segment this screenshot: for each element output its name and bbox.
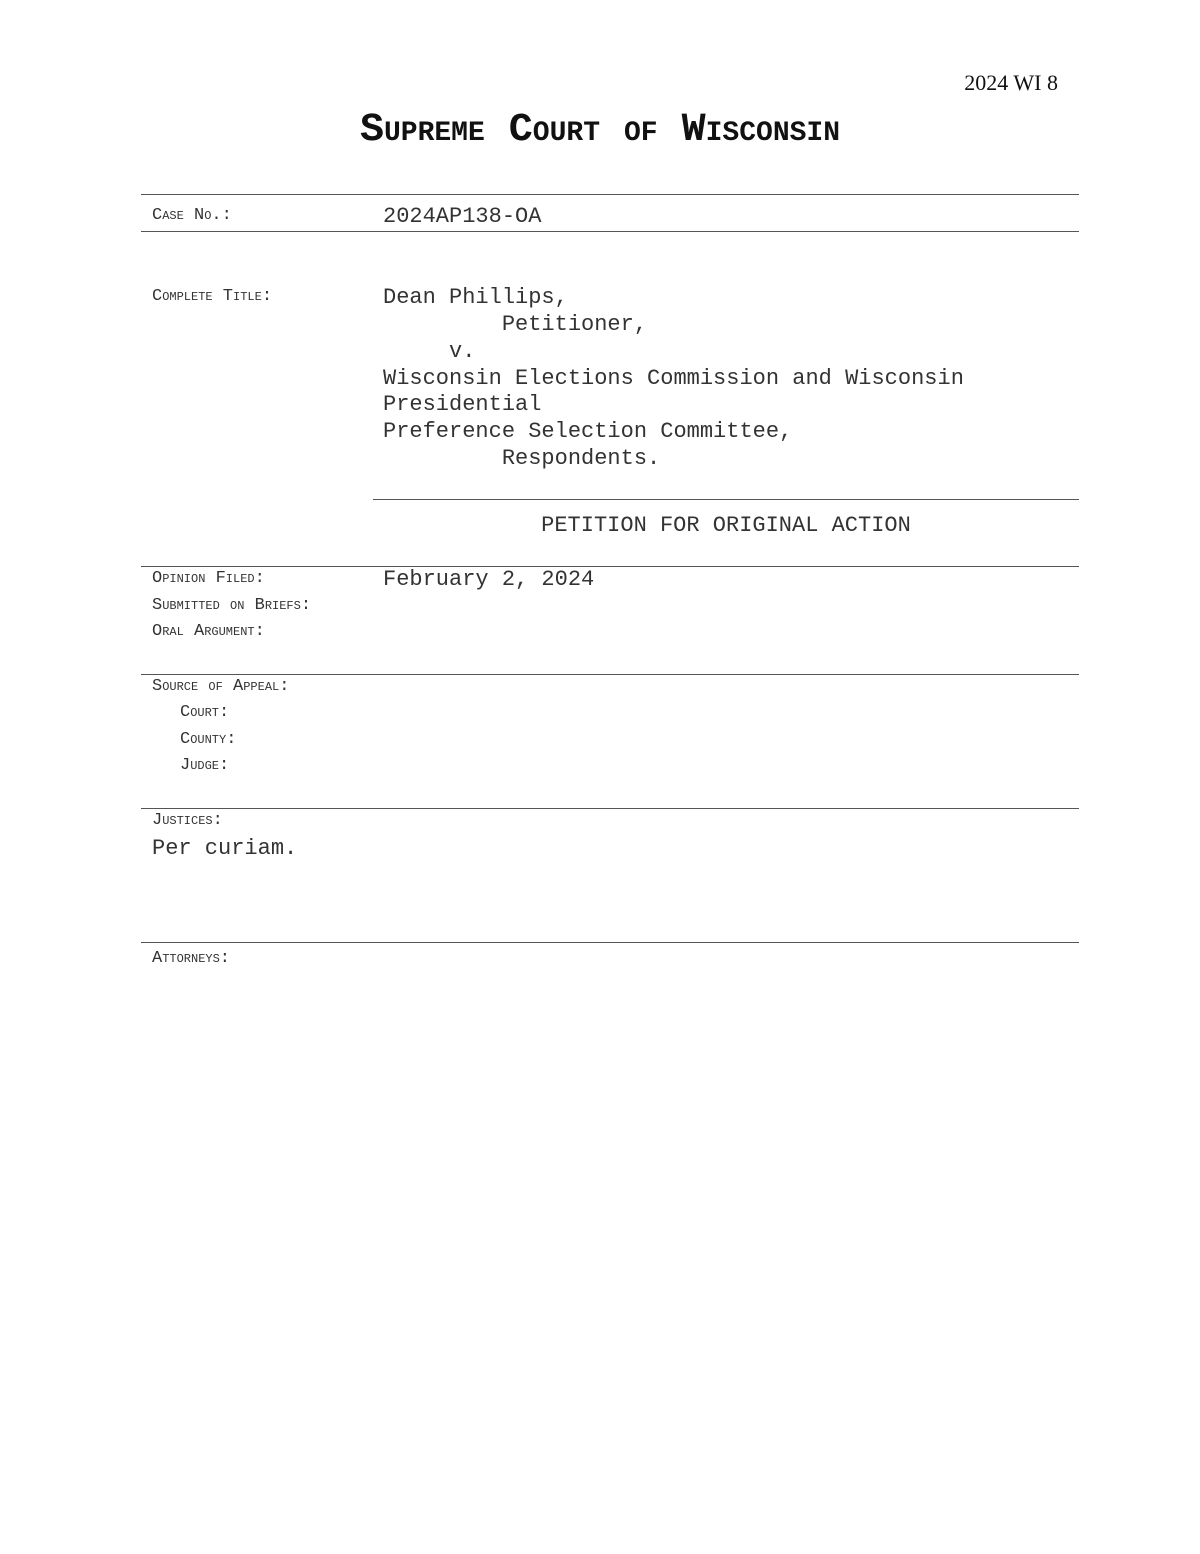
proceeding-type: PETITION FOR ORIGINAL ACTION xyxy=(541,513,911,538)
divider-justices xyxy=(141,808,1079,809)
court-label: Court: xyxy=(180,703,230,722)
judge-label: Judge: xyxy=(180,756,230,775)
title-line-party-2a: Wisconsin Elections Commission and Wisconsin xyxy=(383,366,964,391)
complete-title-label: Complete Title: xyxy=(152,287,273,306)
title-line-role-2: Respondents. xyxy=(383,446,661,471)
submitted-on-briefs-label: Submitted on Briefs: xyxy=(152,596,312,615)
case-number-label: Case No.: xyxy=(152,206,232,225)
case-number-value: 2024AP138-OA xyxy=(383,204,542,229)
divider-attorneys xyxy=(141,942,1079,943)
title-line-party-2b: Presidential xyxy=(383,392,542,417)
divider-opinion xyxy=(141,566,1079,567)
title-line-party-1: Dean Phillips, xyxy=(383,285,568,310)
attorneys-label: Attorneys: xyxy=(152,949,231,968)
divider-top xyxy=(141,194,1079,195)
divider-title xyxy=(373,499,1079,500)
opinion-filed-label: Opinion Filed: xyxy=(152,569,265,588)
county-label: County: xyxy=(180,730,237,749)
justices-label: Justices: xyxy=(152,811,223,830)
source-of-appeal-label: Source of Appeal: xyxy=(152,677,290,696)
oral-argument-label: Oral Argument: xyxy=(152,622,265,641)
opinion-filed-value: February 2, 2024 xyxy=(383,567,595,592)
justices-value: Per curiam. xyxy=(152,836,298,861)
divider-case-number xyxy=(141,231,1079,232)
title-line-party-2c: Preference Selection Committee, xyxy=(383,419,793,444)
court-title: Supreme Court of Wisconsin xyxy=(359,108,841,153)
title-line-versus: v. xyxy=(383,339,476,364)
title-line-role-1: Petitioner, xyxy=(383,312,648,337)
citation: 2024 WI 8 xyxy=(964,70,1058,95)
